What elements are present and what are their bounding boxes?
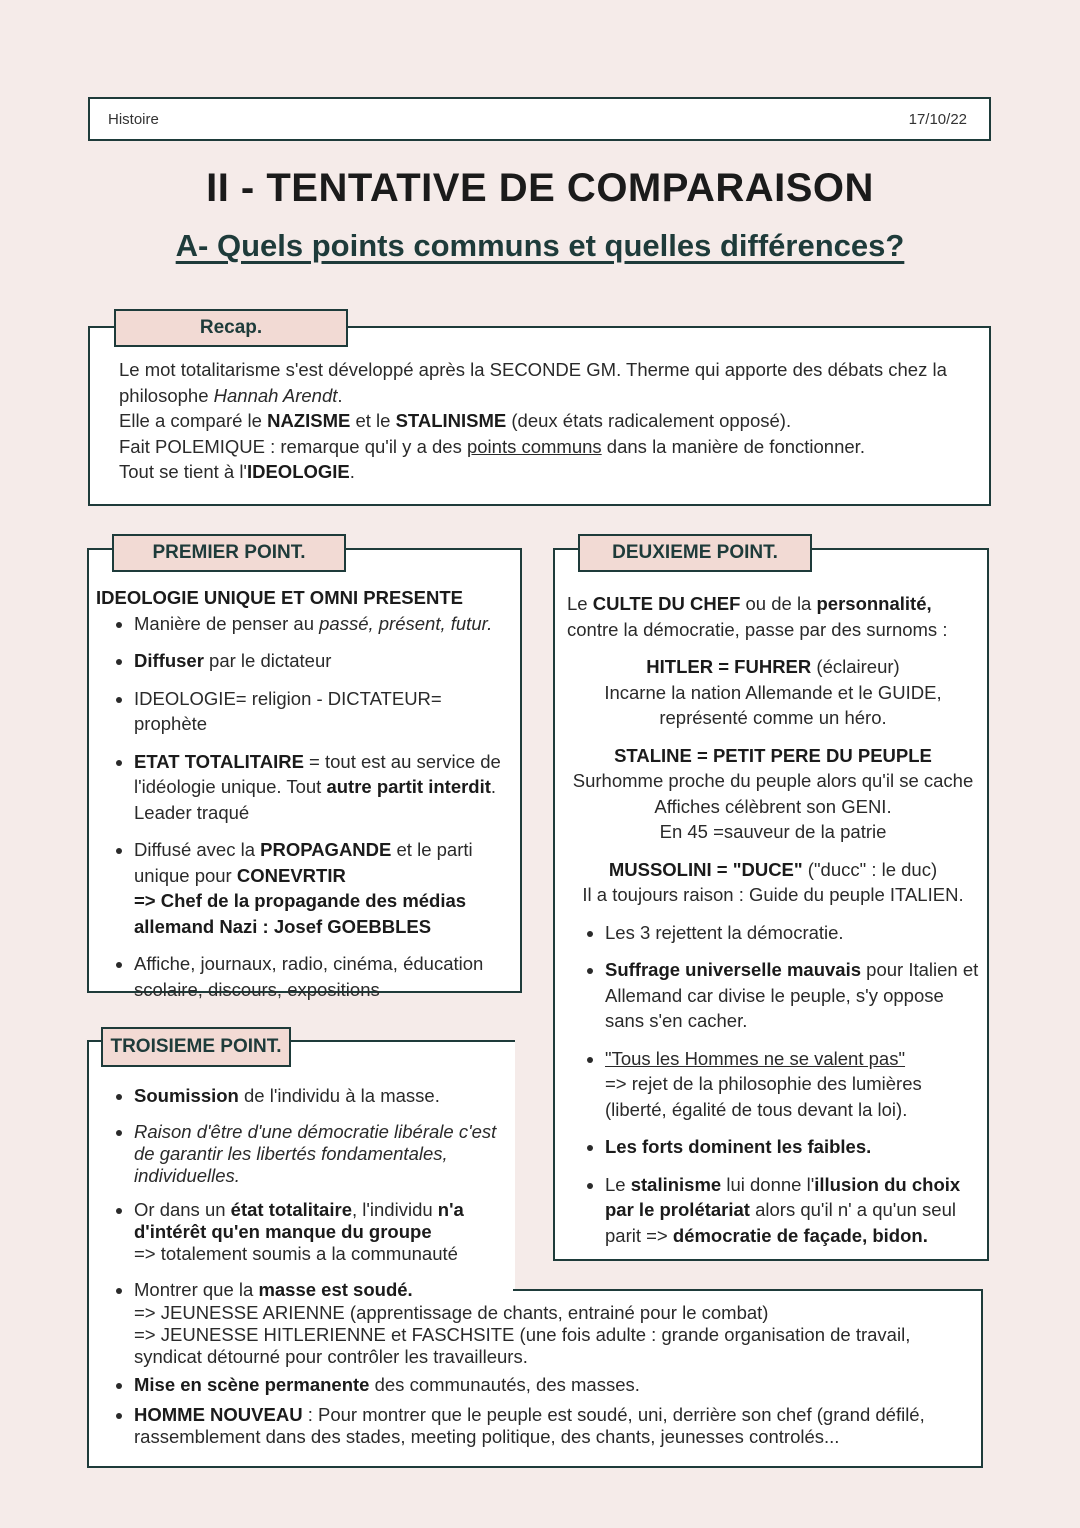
- list-item: • Le stalinisme lui donne l'illusion du choix par le prolétariat alors qu'il n' a qu'un seul parit => démocratie de façade, bidon.: [605, 1172, 979, 1249]
- subject-label: Histoire: [108, 110, 159, 128]
- list-item: • IDEOLOGIE= religion - DICTATEUR= prophète: [134, 686, 516, 737]
- deuxieme-point-tag: DEUXIEME POINT.: [578, 534, 812, 572]
- troisieme-point-tag: TROISIEME POINT.: [101, 1027, 291, 1067]
- list-item: • Soumission de l'individu à la masse.: [134, 1083, 504, 1109]
- premier-point-content: [96, 585, 516, 1014]
- list-item: • Raison d'être d'une démocratie libérale c'est de garantir les libertés fondamentales, individuelles.: [134, 1121, 506, 1187]
- list-item: • Manière de penser au passé, présent, futur.: [134, 611, 516, 637]
- list-item: • Les forts dominent les faibles.: [605, 1134, 979, 1160]
- list-item: • Diffuser par le dictateur: [134, 648, 516, 674]
- page-title: II - TENTATIVE DE COMPARAISON: [206, 166, 874, 210]
- list-item: • Diffusé avec la PROPAGANDE et le parti unique pour CONEVRTIR => Chef de la propagande des médias allemand Nazi : Josef GOEBBLES: [134, 837, 516, 939]
- date-label: 17/10/22: [908, 110, 967, 128]
- deuxieme-point-content: Le CULTE DU CHEF ou de la personnalité, contre la démocratie, passe par des surnoms : HITLER = FUHRER (éclaireur) Incarne la nation Allemande et le GUIDE, représenté comme un héro. STALINE = PETIT PERE DU PEUPLE Surhomme proche du peuple alors qu'il se cache Affiches célèbrent son GENI. En 45 =sauveur de la patrie MUSSOLINI = "DUCE" ("ducc" : le duc) Il a toujours raison : Guide du peuple ITALIEN. • Les 3 rejettent la démocratie. • Suffrage universelle mauvais pour Italien et Allemand car divise le peuple, s'y oppose sans s'en cacher. • "Tous les Hommes ne se valent pas" => rejet de la philosophie des lumières (liberté, égalité de tous devant la loi). • Les forts dominent les faibles. • Le stalinisme lui donne l'illusion du choix par le prolétariat alors qu'il n' a qu'un seul parit => démocratie de façade, bidon.: [567, 591, 979, 1260]
- header-bar: [88, 97, 991, 141]
- list-item: • "Tous les Hommes ne se valent pas" => rejet de la philosophie des lumières (liberté, égalité de tous devant la loi).: [605, 1046, 979, 1123]
- list-item: • HOMME NOUVEAU : Pour montrer que le peuple est soudé, uni, derrière son chef (grand défilé, rassemblement dans des stades, meeting politique, des chants, jeunesses controlés...: [134, 1404, 934, 1448]
- recap-text: Le mot totalitarisme s'est développé après la SECONDE GM. Therme qui apporte des débats chez la philosophe Hannah Arendt. Elle a comparé le NAZISME et le STALINISME (deux états radicalement opposé). Fait POLEMIQUE : remarque qu'il y a des points communs dans la manière de fonctionner. Tout se tient à l'IDEOLOGIE.: [119, 359, 947, 482]
- page-subtitle: A- Quels points communs et quelles différences?: [175, 228, 905, 263]
- list-item: • Les 3 rejettent la démocratie.: [605, 920, 979, 946]
- list-item: • Affiche, journaux, radio, cinéma, éducation scolaire, discours, expositions: [134, 951, 516, 1002]
- list-item: • ETAT TOTALITAIRE = tout est au service de l'idéologie unique. Tout autre partit interdit. Leader traqué: [134, 749, 516, 826]
- list-item: • Suffrage universelle mauvais pour Italien et Allemand car divise le peuple, s'y oppose sans s'en cacher.: [605, 957, 979, 1034]
- list-item: • Mise en scène permanente des communautés, des masses.: [134, 1372, 956, 1398]
- troisieme-point-content: [96, 1083, 956, 1460]
- list-item: • Montrer que la masse est soudé. => JEUNESSE ARIENNE (apprentissage de chants, entrainé pour le combat) => JEUNESSE HITLERIENNE et FASCHSITE (une fois adulte : grande organisation de travail, syndicat détourné pour contrôler les travailleurs.: [134, 1277, 956, 1369]
- premier-heading: IDEOLOGIE UNIQUE ET OMNI PRESENTE: [96, 587, 463, 608]
- list-item: • Or dans un état totalitaire, l'individu n'a d'intérêt qu'en manque du groupe => totalement soumis a la communauté: [134, 1199, 494, 1265]
- recap-tag: Recap.: [114, 309, 348, 347]
- premier-point-tag: PREMIER POINT.: [112, 534, 346, 572]
